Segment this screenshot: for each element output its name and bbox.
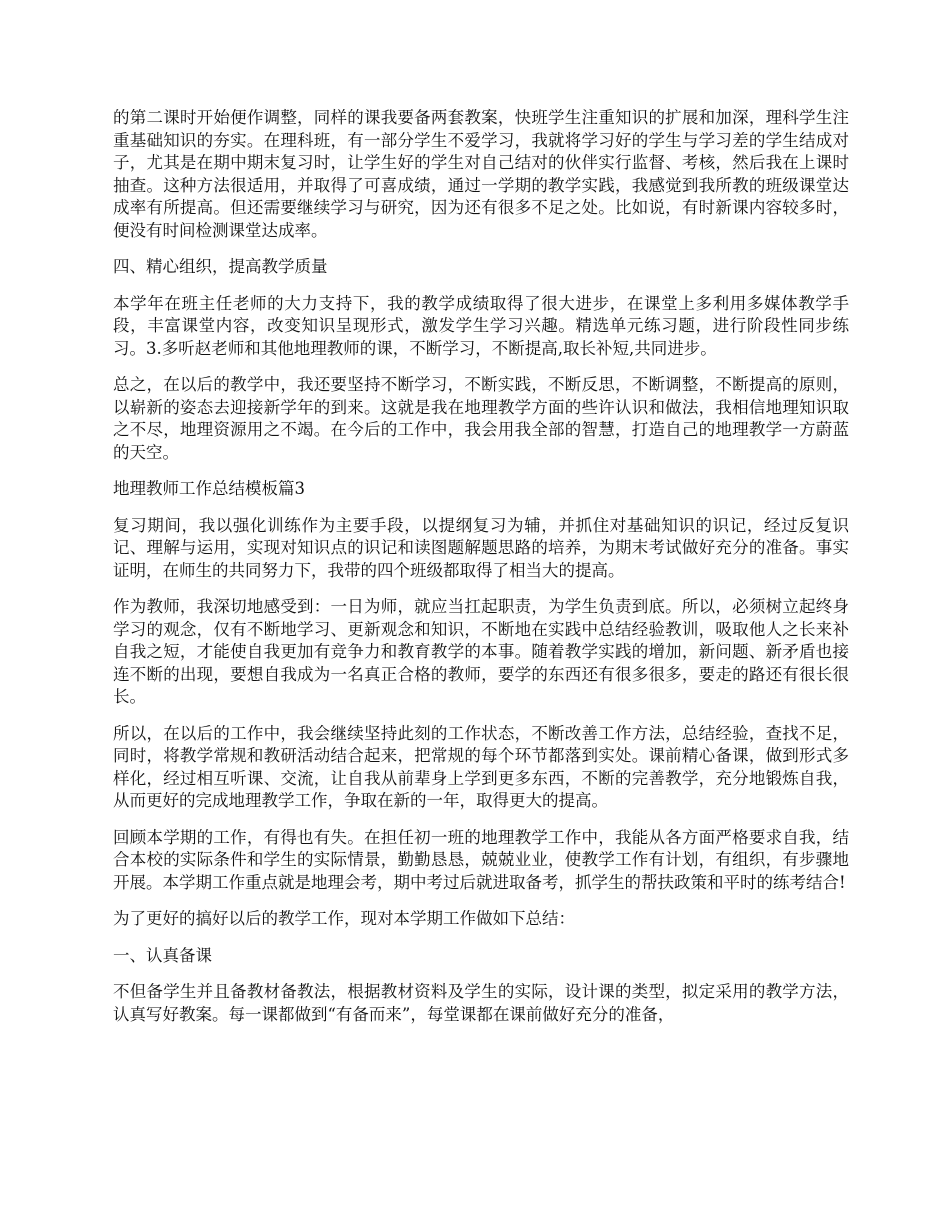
paragraph-review-period: 复习期间，我以强化训练作为主要手段，以提纲复习为辅，并抓住对基础知识的识记，经过反复识记、理解与运用，实现对知识点的识记和读图题解题思路的培养，为期末考试做好充分的准备。事实证明，在师生的共同努力下，我带的四个班级都取得了相当大的提高。 [113, 515, 849, 580]
paragraph-semester-review: 回顾本学期的工作，有得也有失。在担任初一班的地理教学工作中，我能从各方面严格要求自我，结合本校的实际条件和学生的实际情景，勤勤恳恳，兢兢业业，使教学工作有计划，有组织，有步骤地开展。本学期工作重点就是地理会考，期中考过后就进取备考，抓学生的帮扶政策和平时的练考结合! [113, 827, 849, 892]
paragraph-lesson-prep: 不但备学生并且备教材备教法，根据教材资料及学生的实际，设计课的类型，拟定采用的教学方法，认真写好教案。每一课都做到“有备而来”，每堂课都在课前做好充分的准备， [113, 982, 849, 1024]
paragraph-lesson-adjustment: 的第二课时开始便作调整，同样的课我要备两套教案，快班学生注重知识的扩展和加深，理科学生注重基础知识的夯实。在理科班，有一部分学生不爱学习，我就将学习好的学生与学习差的学生结成对子，尤其是在期中期末复习时，让学生好的学生对自己结对的伙伴实行监督、考核，然后我在上课时抽查。这种方法很适用，并取得了可喜成绩，通过一学期的教学实践，我感觉到我所教的班级课堂达成率有所提高。但还需要继续学习与研究，因为还有很多不足之处。比如说，有时新课内容较多时，便没有时间检测课堂达成率。 [113, 108, 849, 240]
paragraph-teaching-results: 本学年在班主任老师的大力支持下，我的教学成绩取得了很大进步，在课堂上多利用多媒体教学手段，丰富课堂内容，改变知识呈现形式，激发学生学习兴趣。精选单元练习题，进行阶段性同步练习。3.多听赵老师和其他地理教师的课，不断学习，不断提高,取长补短,共同进步。 [113, 293, 849, 358]
paragraph-as-teacher: 作为教师，我深切地感受到：一日为师，就应当扛起职责，为学生负责到底。所以，必须树立起终身学习的观念，仅有不断地学习、更新观念和知识，不断地在实践中总结经验教训，吸取他人之长来补自我之短，才能使自我更加有竞争力和教育教学的本事。随着教学实践的增加，新问题、新矛盾也接连不断的出现，要想自我成为一名真正合格的教师，要学的东西还有很多很多，要走的路还有很长很长。 [113, 597, 849, 706]
paragraph-conclusion: 总之，在以后的教学中，我还要坚持不断学习，不断实践，不断反思，不断调整，不断提高的原则，以崭新的姿态去迎接新学年的到来。这就是我在地理教学方面的些许认识和做法，我相信地理知识取之不尽，地理资源用之不竭。在今后的工作中，我会用我全部的智慧，打造自己的地理教学一方蔚蓝的天空。 [113, 375, 849, 462]
article-title-part-3: 地理教师工作总结模板篇3 [113, 479, 305, 498]
paragraph-future-work: 所以，在以后的工作中，我会继续坚持此刻的工作状态，不断改善工作方法，总结经验，查找不足，同时，将教学常规和教研活动结合起来，把常规的每个环节都落到实处。课前精心备课，做到形式多样化，经过相互听课、交流，让自我从前辈身上学到更多东西，不断的完善教学，充分地锻炼自我，从而更好的完成地理教学工作，争取在新的一年，取得更大的提高。 [113, 723, 849, 810]
document-body [113, 107, 849, 1040]
paragraph-summary-intro: 为了更好的搞好以后的教学工作，现对本学期工作做如下总结： [113, 909, 575, 928]
section-heading-1: 一、认真备课 [113, 945, 212, 965]
section-heading-4: 四、精心组织，提高教学质量 [113, 257, 328, 276]
